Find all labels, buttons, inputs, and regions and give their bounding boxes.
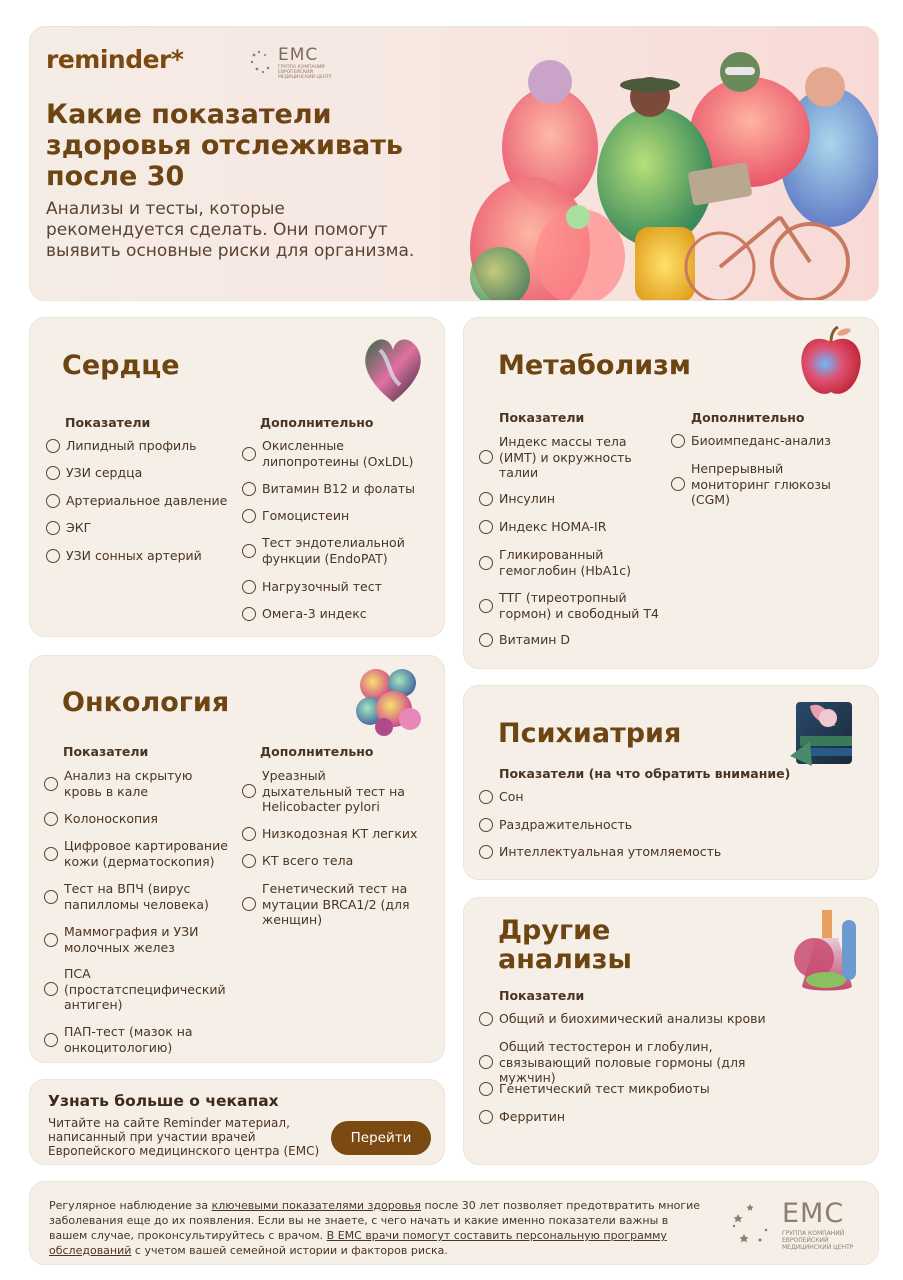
radio-circle-icon[interactable] — [479, 845, 493, 859]
cta-text: Читайте на сайте Reminder материал, написанный при участии врачей Европейского медицинского центра (EMC) — [48, 1116, 320, 1158]
radio-circle-icon[interactable] — [46, 439, 60, 453]
radio-circle-icon[interactable] — [44, 777, 58, 791]
checklist-item[interactable]: Генетический тест микробиоты — [479, 1081, 819, 1097]
checklist-item[interactable]: Тест эндотелиальной функции (EndoPAT) — [242, 535, 432, 566]
checklist-item[interactable]: Липидный профиль — [46, 438, 236, 454]
header-banner — [29, 26, 879, 301]
oncology-col2-head: Дополнительно — [260, 744, 374, 759]
checklist-item[interactable]: Колоноскопия — [44, 811, 234, 827]
radio-circle-icon[interactable] — [44, 933, 58, 947]
radio-circle-icon[interactable] — [242, 607, 256, 621]
heart-card — [29, 317, 445, 637]
radio-circle-icon[interactable] — [46, 494, 60, 508]
radio-circle-icon[interactable] — [671, 477, 685, 491]
oncology-title: Онкология — [62, 687, 230, 718]
checklist-item[interactable]: Артериальное давление — [46, 493, 236, 509]
emc-stars-icon — [730, 1200, 778, 1248]
checklist-item[interactable]: Витамин D — [479, 632, 669, 648]
radio-circle-icon[interactable] — [242, 509, 256, 523]
radio-circle-icon[interactable] — [242, 854, 256, 868]
checklist-item[interactable]: Общий тестостерон и глобулин, связывающий половые гормоны (для мужчин) — [479, 1039, 819, 1086]
radio-circle-icon[interactable] — [479, 556, 493, 570]
footer-card — [29, 1181, 879, 1265]
psychiatry-col1-head: Показатели (на что обратить внимание) — [499, 766, 791, 781]
heart-title: Сердце — [62, 350, 180, 381]
heart-illustration — [360, 330, 426, 406]
metabolism-col1-head: Показатели — [499, 410, 585, 425]
people-illustration — [460, 27, 879, 301]
radio-circle-icon[interactable] — [479, 1055, 493, 1069]
emc-logo-text: EMC — [278, 45, 319, 65]
other-title: Другие анализы — [498, 915, 632, 975]
emc-logo — [248, 45, 338, 79]
emc-footer-logo-text: EMC — [782, 1198, 845, 1229]
checkup-cta-card — [29, 1079, 445, 1165]
metabolism-title: Метаболизм — [498, 350, 691, 381]
psychiatry-card — [463, 685, 879, 880]
checklist-item[interactable]: Непрерывный мониторинг глюкозы (CGM) — [671, 461, 871, 508]
checklist-item[interactable]: Сон — [479, 789, 779, 805]
radio-circle-icon[interactable] — [479, 818, 493, 832]
checklist-item[interactable]: ТТГ (тиреотропный гормон) и свободный Т4 — [479, 590, 679, 621]
radio-circle-icon[interactable] — [242, 447, 256, 461]
emc-footer-logo — [730, 1196, 860, 1252]
checklist-item[interactable]: ПСА (простатспецифический антиген) — [44, 966, 234, 1013]
radio-circle-icon[interactable] — [242, 827, 256, 841]
radio-circle-icon[interactable] — [44, 890, 58, 904]
radio-circle-icon[interactable] — [242, 784, 256, 798]
checklist-item[interactable]: Гомоцистеин — [242, 508, 432, 524]
radio-circle-icon[interactable] — [44, 847, 58, 861]
checklist-item[interactable]: Биоимпеданс-анализ — [671, 433, 871, 449]
radio-circle-icon[interactable] — [479, 1012, 493, 1026]
emc-program-link[interactable]: В EMC врачи помогут составить персональную программу обследований — [49, 1229, 667, 1257]
psychiatry-title: Психиатрия — [498, 718, 682, 749]
radio-circle-icon[interactable] — [242, 580, 256, 594]
checklist-item[interactable]: Анализ на скрытую кровь в кале — [44, 768, 234, 799]
checklist-item[interactable]: Цифровое картирование кожи (дерматоскопия) — [44, 838, 244, 869]
checklist-item[interactable]: Низкодозная КТ легких — [242, 826, 432, 842]
radio-circle-icon[interactable] — [479, 1110, 493, 1124]
radio-circle-icon[interactable] — [479, 450, 493, 464]
heart-col1-head: Показатели — [65, 415, 151, 430]
footer-text: Регулярное наблюдение за ключевыми показателями здоровья после 30 лет позволяет предотвратить многие заболевания еще до их появления. Если вы не знаете, с чего начать и какие именно показатели важны в вашем случае, проконсультируйтесь с врачом. В EMC врачи помогут составить персональную программу обследований с учетом вашей семейной истории и факторов риска. — [49, 1199, 701, 1257]
other-col1-head: Показатели — [499, 988, 585, 1003]
oncology-col1-head: Показатели — [63, 744, 149, 759]
key-indicators-link[interactable]: ключевыми показателями здоровья — [211, 1199, 422, 1212]
emc-logo-sub: ГРУППА КОМПАНИЙ ЕВРОПЕЙСКИЙ МЕДИЦИНСКИЙ ЦЕНТР — [278, 65, 332, 80]
radio-circle-icon[interactable] — [242, 544, 256, 558]
radio-circle-icon[interactable] — [44, 812, 58, 826]
radio-circle-icon[interactable] — [46, 521, 60, 535]
checklist-item[interactable]: УЗИ сердца — [46, 465, 236, 481]
radio-circle-icon[interactable] — [479, 520, 493, 534]
checklist-item[interactable]: Ферритин — [479, 1109, 819, 1125]
checklist-item[interactable]: Общий и биохимический анализы крови — [479, 1011, 819, 1027]
metabolism-card — [463, 317, 879, 669]
emc-footer-logo-sub: ГРУППА КОМПАНИЙ ЕВРОПЕЙСКИЙ МЕДИЦИНСКИЙ ЦЕНТР — [782, 1230, 854, 1251]
page-subtitle: Анализы и тесты, которые рекомендуется сделать. Они помогут выявить основные риски для организма. — [46, 199, 415, 261]
radio-circle-icon[interactable] — [671, 434, 685, 448]
apple-illustration — [798, 326, 864, 398]
checklist-item[interactable]: Инсулин — [479, 491, 669, 507]
checklist-item[interactable]: Гликированный гемоглобин (HbA1c) — [479, 547, 669, 578]
radio-circle-icon[interactable] — [479, 599, 493, 613]
checklist-item[interactable]: ПАП-тест (мазок на онкоцитологию) — [44, 1024, 234, 1055]
checklist-item[interactable]: Нагрузочный тест — [242, 579, 432, 595]
radio-circle-icon[interactable] — [242, 482, 256, 496]
checklist-item[interactable]: УЗИ сонных артерий — [46, 548, 236, 564]
radio-circle-icon[interactable] — [479, 1082, 493, 1096]
checklist-item[interactable]: Тест на ВПЧ (вирус папилломы человека) — [44, 881, 234, 912]
radio-circle-icon[interactable] — [479, 633, 493, 647]
flasks-illustration — [790, 908, 866, 994]
checklist-item[interactable]: Омега-3 индекс — [242, 606, 432, 622]
page-title: Какие показатели здоровья отслеживать после 30 — [46, 99, 403, 192]
radio-circle-icon[interactable] — [44, 982, 58, 996]
checklist-item[interactable]: Уреазный дыхательный тест на Helicobacter pylori — [242, 768, 432, 815]
radio-circle-icon[interactable] — [44, 1033, 58, 1047]
radio-circle-icon[interactable] — [46, 549, 60, 563]
heart-col2-head: Дополнительно — [260, 415, 374, 430]
reminder-logo: reminder* — [46, 45, 184, 74]
checklist-item[interactable]: ЭКГ — [46, 520, 236, 536]
checklist-item[interactable]: Индекс массы тела (ИМТ) и окружность талии — [479, 434, 669, 481]
checklist-item[interactable]: Окисленные липопротеины (OxLDL) — [242, 438, 432, 469]
checklist-item[interactable]: Генетический тест на мутации BRCA1/2 (для женщин) — [242, 881, 432, 928]
checklist-item[interactable]: Интеллектуальная утомляемость — [479, 844, 779, 860]
radio-circle-icon[interactable] — [242, 897, 256, 911]
checklist-item[interactable]: Маммография и УЗИ молочных желез — [44, 924, 234, 955]
checklist-item[interactable]: Витамин B12 и фолаты — [242, 481, 432, 497]
cells-illustration — [354, 665, 424, 737]
metabolism-col2-head: Дополнительно — [691, 410, 805, 425]
cta-title: Узнать больше о чекапах — [48, 1092, 279, 1110]
other-analyses-card — [463, 897, 879, 1165]
radio-circle-icon[interactable] — [479, 492, 493, 506]
checklist-item[interactable]: Раздражительность — [479, 817, 779, 833]
oncology-card — [29, 655, 445, 1063]
book-illustration — [790, 696, 862, 770]
go-button[interactable]: Перейти — [331, 1121, 431, 1155]
radio-circle-icon[interactable] — [46, 466, 60, 480]
checklist-item[interactable]: Индекс HOMA-IR — [479, 519, 669, 535]
emc-stars-icon — [248, 47, 278, 77]
radio-circle-icon[interactable] — [479, 790, 493, 804]
checklist-item[interactable]: КТ всего тела — [242, 853, 432, 869]
